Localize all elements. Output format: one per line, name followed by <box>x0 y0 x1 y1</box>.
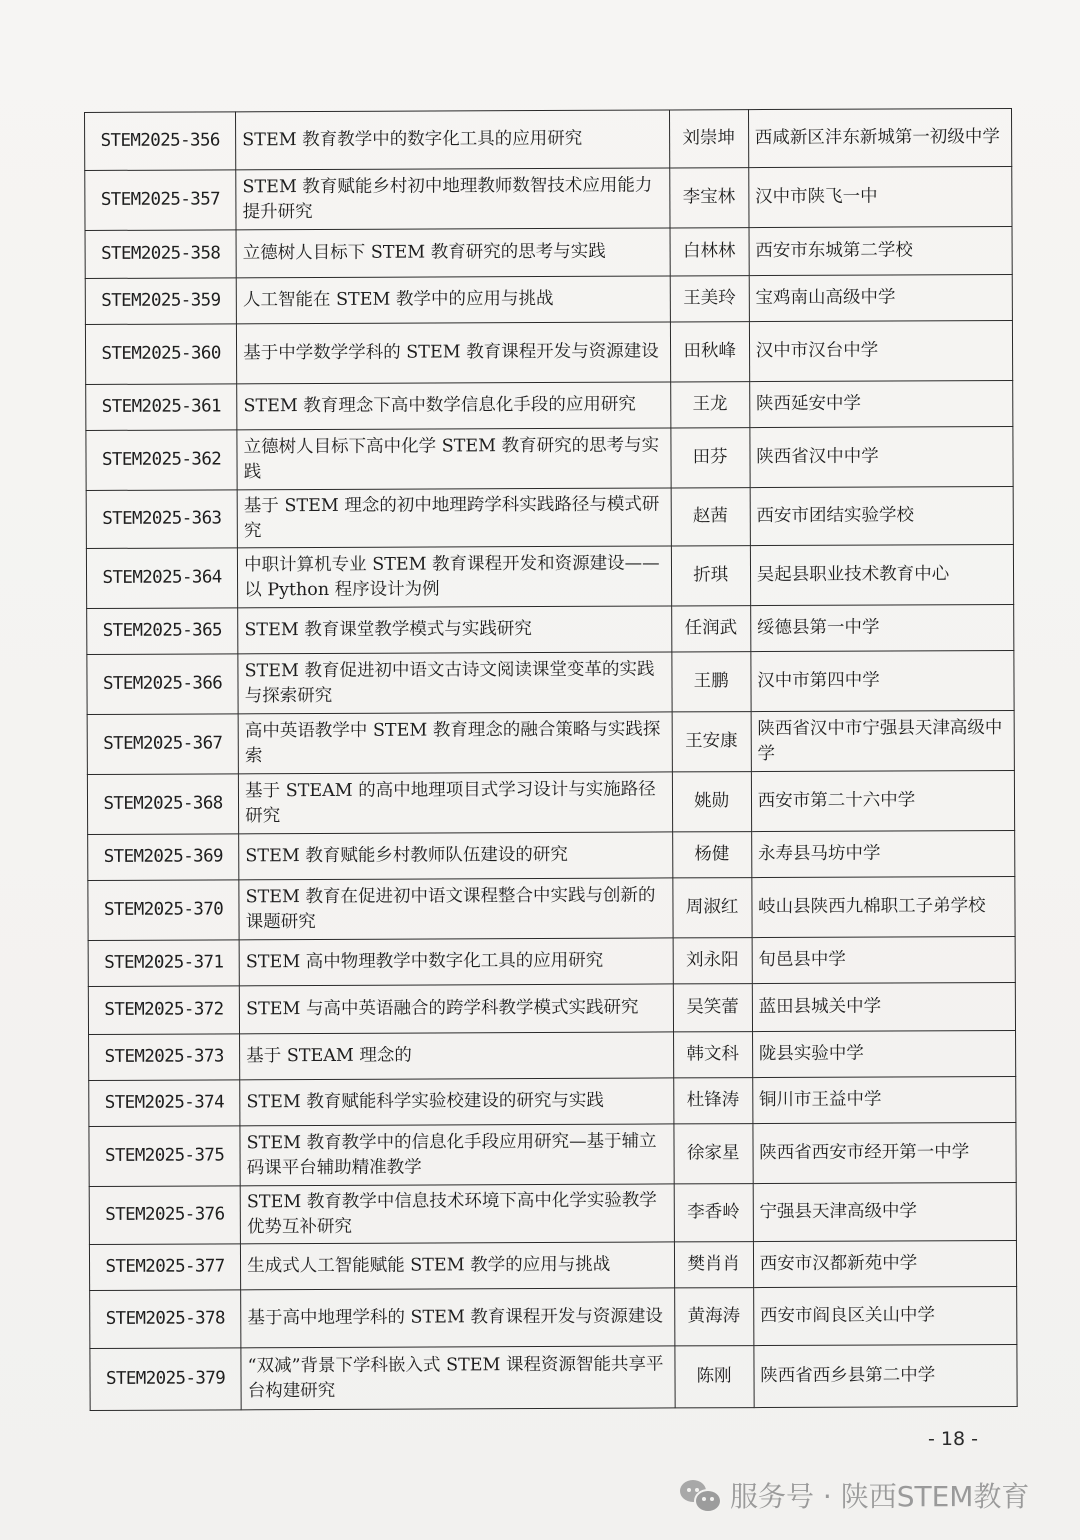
table-row <box>85 320 1012 384</box>
project-title-cell: STEM 教育课堂教学模式与实践研究 <box>238 606 672 654</box>
project-id-cell: STEM2025-363 <box>86 490 237 549</box>
project-id-cell: STEM2025-376 <box>89 1186 240 1245</box>
project-title-cell: STEM 教育教学中的信息化手段应用研究—基于辅立码课平台辅助精准教学 <box>240 1124 674 1186</box>
school-cell: 汉中市陕飞一中 <box>748 166 1012 227</box>
school-cell: 西安市团结实验学校 <box>750 486 1014 545</box>
project-title-cell: STEM 教育赋能乡村教师队伍建设的研究 <box>239 832 673 880</box>
table-row <box>89 1122 1016 1186</box>
project-title-cell: 基于 STEM 理念的初中地理跨学科实践路径与模式研究 <box>237 488 671 548</box>
project-title-cell: STEM 高中物理教学中数字化工具的应用研究 <box>239 938 673 986</box>
table-body <box>85 108 1018 1410</box>
table-row <box>88 982 1015 1034</box>
project-title-cell: STEM 教育理念下高中数学信息化手段的应用研究 <box>237 382 671 430</box>
leader-name-cell: 李香岭 <box>674 1184 753 1242</box>
project-id-cell: STEM2025-357 <box>85 170 236 231</box>
school-cell: 西安市东城第二学校 <box>749 226 1013 275</box>
table-row <box>89 1182 1016 1244</box>
table-row <box>89 1240 1016 1290</box>
leader-name-cell: 赵茜 <box>671 488 750 546</box>
school-cell: 铜川市王益中学 <box>752 1076 1016 1123</box>
project-id-cell: STEM2025-366 <box>87 654 238 715</box>
project-title-cell: 生成式人工智能赋能 STEM 教学的应用与挑战 <box>241 1242 675 1290</box>
school-cell: 旬邑县中学 <box>752 936 1016 983</box>
project-title-cell: STEM 教育教学中的数字化工具的应用研究 <box>236 110 670 170</box>
school-cell: 西安市阎良区关山中学 <box>753 1286 1017 1345</box>
table-row <box>89 1030 1016 1080</box>
project-id-cell: STEM2025-372 <box>88 986 239 1035</box>
leader-name-cell: 韩文科 <box>673 1032 752 1078</box>
project-title-cell: 高中英语教学中 STEM 教育理念的融合策略与实践探索 <box>238 712 672 774</box>
school-cell: 汉中市第四中学 <box>751 650 1015 711</box>
leader-name-cell: 折琪 <box>671 546 750 606</box>
project-title-cell: 立德树人目标下高中化学 STEM 教育研究的思考与实践 <box>237 428 671 490</box>
leader-name-cell: 李宝林 <box>669 168 748 228</box>
leader-name-cell: 吴笑蕾 <box>673 984 752 1032</box>
project-id-cell: STEM2025-365 <box>87 608 238 655</box>
wechat-icon <box>680 1478 720 1512</box>
project-title-cell: 基于高中地理学科的 STEM 教育课程开发与资源建设 <box>241 1288 675 1348</box>
leader-name-cell: 黄海涛 <box>674 1288 753 1346</box>
school-cell: 陕西省西安市经开第一中学 <box>753 1122 1017 1183</box>
project-id-cell: STEM2025-359 <box>85 278 236 325</box>
leader-name-cell: 白林林 <box>670 228 749 276</box>
project-id-cell: STEM2025-364 <box>86 548 237 609</box>
project-title-cell: 中职计算机专业 STEM 教育课程开发和资源建设——以 Python 程序设计为例 <box>238 546 672 608</box>
project-registry-table <box>84 108 1018 1411</box>
table-row <box>88 876 1015 940</box>
page-number: - 18 - <box>928 1428 978 1450</box>
project-id-cell: STEM2025-371 <box>88 940 239 987</box>
project-id-cell: STEM2025-378 <box>90 1290 241 1349</box>
school-cell: 岐山县陕西九棉职工子弟学校 <box>752 876 1016 937</box>
table-row <box>85 166 1012 230</box>
leader-name-cell: 杜锋涛 <box>673 1078 752 1124</box>
project-title-cell: STEM 与高中英语融合的跨学科教学模式实践研究 <box>239 984 673 1034</box>
project-title-cell: 基于 STEAM 理念的 <box>240 1032 674 1080</box>
school-cell: 宝鸡南山高级中学 <box>749 274 1013 321</box>
leader-name-cell: 杨健 <box>672 832 751 878</box>
table-row <box>85 226 1012 278</box>
table-row <box>90 1344 1017 1410</box>
school-cell: 陕西省汉中市宁强县天津高级中学 <box>751 710 1015 771</box>
leader-name-cell: 周淑红 <box>672 878 751 938</box>
school-cell: 蓝田县城关中学 <box>752 982 1016 1031</box>
school-cell: 陇县实验中学 <box>752 1030 1016 1077</box>
project-id-cell: STEM2025-373 <box>89 1034 240 1081</box>
project-id-cell: STEM2025-367 <box>87 714 238 775</box>
project-title-cell: 人工智能在 STEM 教学中的应用与挑战 <box>236 276 670 324</box>
table-row <box>86 486 1013 548</box>
leader-name-cell: 王美玲 <box>670 276 749 322</box>
project-title-cell: 立德树人目标下 STEM 教育研究的思考与实践 <box>236 228 670 278</box>
leader-name-cell: 刘崇坤 <box>669 110 748 168</box>
leader-name-cell: 王鹏 <box>671 652 750 712</box>
project-id-cell: STEM2025-356 <box>85 112 236 171</box>
school-cell: 西安市汉都新苑中学 <box>753 1240 1017 1287</box>
school-cell: 陕西省汉中中学 <box>750 426 1014 487</box>
table-row <box>88 830 1015 880</box>
school-cell: 西安市第二十六中学 <box>751 770 1015 831</box>
leader-name-cell: 刘永阳 <box>673 938 752 984</box>
leader-name-cell: 徐家星 <box>674 1124 753 1184</box>
project-title-cell: STEM 教育促进初中语文古诗文阅读课堂变革的实践与探索研究 <box>238 652 672 714</box>
table-row <box>90 1286 1017 1348</box>
project-id-cell: STEM2025-360 <box>85 324 236 385</box>
leader-name-cell: 王龙 <box>670 382 749 428</box>
table-row <box>86 380 1013 430</box>
project-id-cell: STEM2025-375 <box>89 1126 240 1187</box>
project-title-cell: STEM 教育赋能科学实验校建设的研究与实践 <box>240 1078 674 1126</box>
watermark-text: 服务号 · 陕西STEM教育 <box>730 1480 1030 1513</box>
leader-name-cell: 田芬 <box>670 428 749 488</box>
project-id-cell: STEM2025-369 <box>88 834 239 881</box>
leader-name-cell: 姚勋 <box>672 772 751 832</box>
project-id-cell: STEM2025-379 <box>90 1348 241 1411</box>
leader-name-cell: 任润武 <box>671 606 750 652</box>
school-cell: 西咸新区沣东新城第一初级中学 <box>748 108 1012 167</box>
table-row <box>86 426 1013 490</box>
leader-name-cell: 樊肖肖 <box>674 1242 753 1288</box>
school-cell: 永寿县马坊中学 <box>751 830 1015 877</box>
school-cell: 绥德县第一中学 <box>750 604 1014 651</box>
project-id-cell: STEM2025-370 <box>88 880 239 941</box>
table-row <box>88 936 1015 986</box>
school-cell: 汉中市汉台中学 <box>749 320 1013 381</box>
project-id-cell: STEM2025-368 <box>87 774 238 835</box>
project-title-cell: 基于中学数学学科的 STEM 教育课程开发与资源建设 <box>237 322 671 384</box>
table-row <box>85 274 1012 324</box>
project-title-cell: STEM 教育教学中信息技术环境下高中化学实验教学优势互补研究 <box>240 1184 674 1244</box>
school-cell: 吴起县职业技术教育中心 <box>750 544 1014 605</box>
project-id-cell: STEM2025-362 <box>86 430 237 491</box>
table-row <box>87 650 1014 714</box>
school-cell: 宁强县天津高级中学 <box>753 1182 1017 1241</box>
table-row <box>87 604 1014 654</box>
leader-name-cell: 陈刚 <box>674 1346 753 1408</box>
project-title-cell: “双减”背景下学科嵌入式 STEM 课程资源智能共享平台构建研究 <box>241 1346 675 1410</box>
table-row <box>85 108 1012 170</box>
project-title-cell: STEM 教育赋能乡村初中地理教师数智技术应用能力提升研究 <box>236 168 670 230</box>
table-row <box>86 544 1013 608</box>
table-row <box>87 770 1014 834</box>
project-id-cell: STEM2025-361 <box>86 384 237 431</box>
project-id-cell: STEM2025-374 <box>89 1080 240 1127</box>
table-row <box>89 1076 1016 1126</box>
project-title-cell: 基于 STEAM 的高中地理项目式学习设计与实施路径研究 <box>239 772 673 834</box>
school-cell: 陕西延安中学 <box>749 380 1013 427</box>
table-row <box>87 710 1014 774</box>
school-cell: 陕西省西乡县第二中学 <box>754 1344 1018 1407</box>
project-id-cell: STEM2025-358 <box>85 230 236 279</box>
project-title-cell: STEM 教育在促进初中语文课程整合中实践与创新的课题研究 <box>239 878 673 940</box>
leader-name-cell: 王安康 <box>672 712 751 772</box>
project-id-cell: STEM2025-377 <box>89 1244 240 1291</box>
leader-name-cell: 田秋峰 <box>670 322 749 382</box>
watermark <box>680 1475 1029 1515</box>
